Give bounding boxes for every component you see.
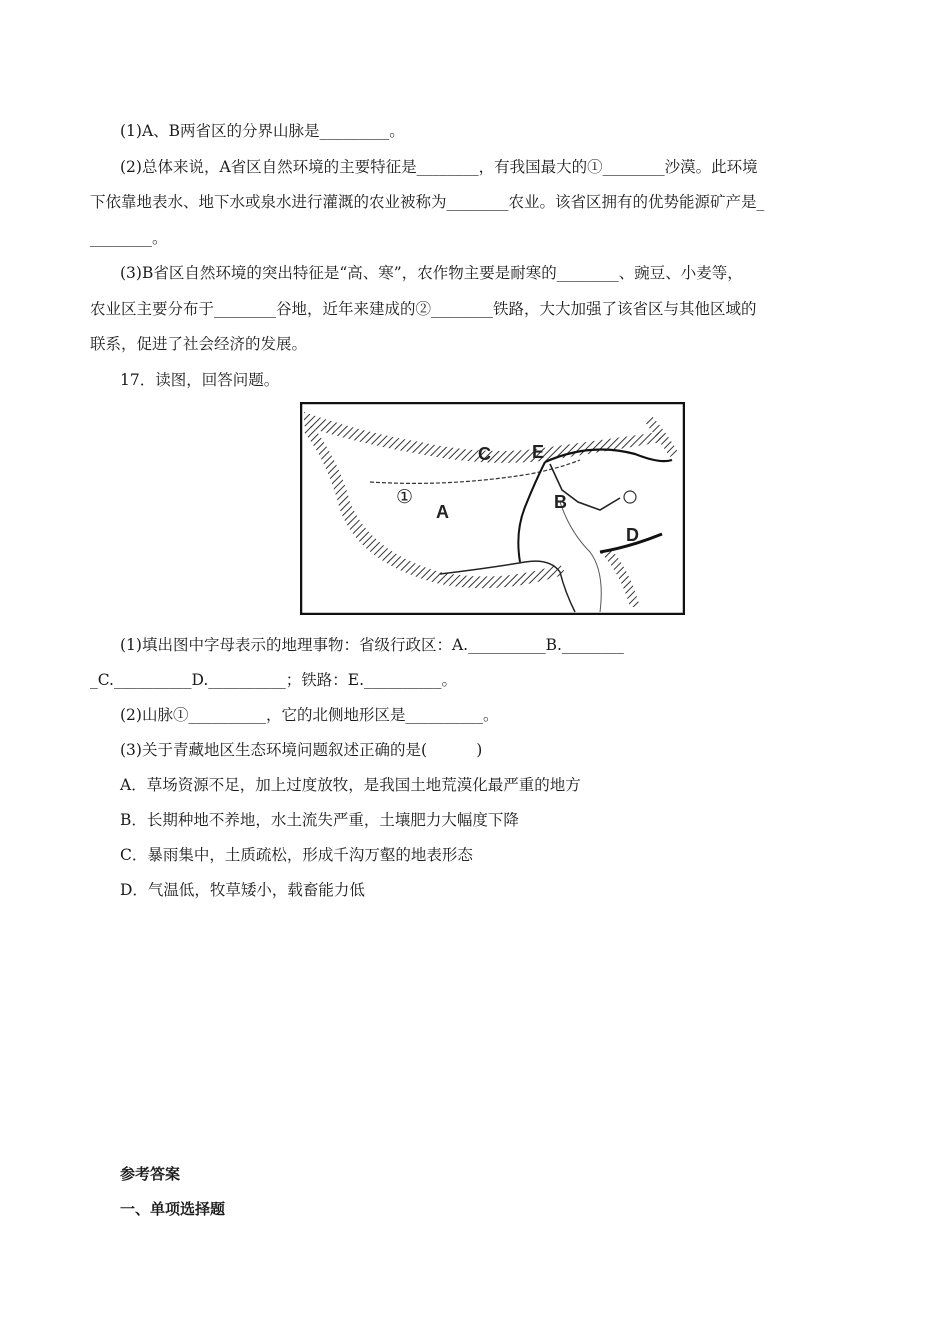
q17-option-a: A．草场资源不足，加上过度放牧，是我国土地荒漠化最严重的地方: [120, 776, 581, 794]
q17-part1-line2: _C.__________D.__________；铁路：E.__________。: [90, 671, 458, 689]
q16-part3-line2: 农业区主要分布于________谷地，近年来建成的②________铁路，大大加强了该省区与其他区域的: [90, 300, 757, 318]
q16-part1: (1)A、B两省区的分界山脉是_________。: [120, 122, 405, 140]
map-label-b: B: [554, 492, 567, 512]
q16-part2-line3: ________。: [90, 229, 168, 247]
answers-section-heading: 一、单项选择题: [120, 1200, 226, 1218]
q17-option-b: B．长期种地不养地，水土流失严重，土壤肥力大幅度下降: [120, 811, 519, 829]
answers-title: 参考答案: [120, 1165, 181, 1183]
q17-part2: (2)山脉①__________，它的北侧地形区是__________。: [120, 706, 499, 724]
qinghai-tibet-map: [300, 402, 685, 615]
map-label-circle1: ①: [396, 487, 414, 508]
q16-part3-line3: 联系，促进了社会经济的发展。: [90, 335, 308, 353]
map-label-e: E: [532, 442, 545, 462]
q16-part3-line1: (3)B省区自然环境的突出特征是“高、寒”，农作物主要是耐寒的________、豌豆、小麦等，: [120, 264, 743, 282]
map-label-c: C: [478, 444, 491, 464]
map-label-d: D: [626, 525, 639, 545]
q17-option-c: C．暴雨集中，土质疏松，形成千沟万壑的地表形态: [120, 846, 473, 864]
q17-title: 17．读图，回答问题。: [120, 371, 280, 389]
q17-part1-line1: (1)填出图中字母表示的地理事物：省级行政区：A.__________B.________: [120, 636, 624, 654]
q16-part2-line2: 下依靠地表水、地下水或泉水进行灌溉的农业被称为________农业。该省区拥有的优势能源矿产是_: [90, 193, 765, 211]
q16-part2-line1: (2)总体来说，A省区自然环境的主要特征是________，有我国最大的①________沙漠。此环境: [120, 158, 758, 176]
q17-option-d: D．气温低，牧草矮小，载畜能力低: [120, 881, 365, 899]
q17-part3: (3)关于青藏地区生态环境问题叙述正确的是( ): [120, 741, 483, 759]
map-label-a: A: [436, 502, 449, 522]
